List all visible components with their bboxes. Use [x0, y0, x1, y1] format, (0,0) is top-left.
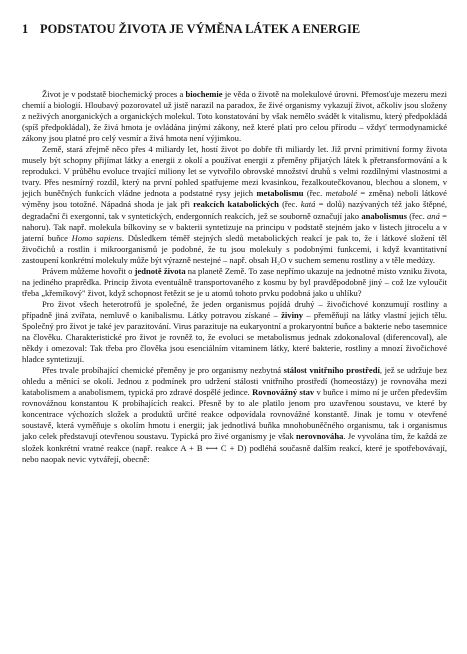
bold-term: jednotě života [134, 265, 186, 276]
text-run: – přeměňují na látky vlastní jejich tělu. Společný pro život je také jev parazitování. Virus parazituje na eukaryontní a prokaryontní buňce a bakterie nebo tasemnice na člověku. Charakteristické pro život je rovněž to, že evoluci se metabolismus jednak zdokonaloval (diferencoval), ale někdy i omezoval: Tak třeba pro člověka jsou esenciálním vitaminem látky, které bakterie, rostliny a mnozí živočichové hladce syntetizují. [22, 309, 448, 365]
paragraph [22, 266, 447, 299]
paragraph [22, 365, 447, 464]
text-run: v buňce i mimo ní je určen především rovnovážnou konstantou K probíhajících reakcí. Přesně by to ale platilo jenom pro uzavřenou soustavu, ve které by koncentrace výchozích složek a produktů určité reakce odpovídala rovnovážné konstantě. Jinak je tomu v otevřené soustavě, která vyměňuje s okolím hmotu i energii; jak jednotlivá buňka mnohobuněčného organismu, tak i organismus jako celek představují otevřenou soustavu. Typická pro živé organismy je však [22, 387, 447, 442]
text-run: na planetě Země. To zase nepřímo ukazuje na jednotné místo vzniku života, na jediného praprědka. Princip života eventuálně transportovaného z kosmu by byl pravděpodobně jiný – což lze vyloučit třeba „křemíkový" život, když schopnost řetězit se je u atomů tohoto prvku podobná jako u uhlíku? [22, 265, 448, 298]
paragraph [22, 89, 447, 144]
text-run: Život je v podstatě biochemický proces a [42, 89, 186, 99]
chapter-title: PODSTATOU ŽIVOTA JE VÝMĚNA LÁTEK A ENERGIE [40, 22, 361, 36]
bold-term: nerovnováha [296, 431, 344, 442]
bold-term: živiny [281, 309, 303, 320]
italic-term: katá [300, 199, 316, 210]
text-run: (řec. [303, 188, 326, 199]
italic-term: aná [427, 210, 440, 221]
paragraph [22, 144, 447, 266]
text-run: (řec. [278, 199, 301, 210]
text-run: . Důsledkem téměř stejných sledů metabolických reakcí je pak to, že i látkové složení těl živočichů a rostlin i mikroorganismů je podobné, že tu jsou molekuly s podobnými funkcemi, i když kvantitativní zastoupení konkrétní molekuly může být výrazně nestejné – např. obsah H₂O v suchem semenu rostliny a v těle medúzy. [22, 232, 448, 265]
text-run: . Je vyvolána tím, že každá ze složek konkrétní vratné reakce (např. reakce A + B ⟷ C + D) podléhá současně dalším reakcí, které je spotřebovávají, nebo naopak nevic vytvářejí, obecně: [22, 431, 447, 464]
text-run: (řec. [406, 210, 428, 221]
bold-term: stálost vnitřního prostředí [283, 365, 380, 376]
body-text [22, 89, 447, 465]
bold-term: Rovnovážný stav [252, 387, 315, 398]
text-run: = nahoru). Tak např. molekula bílkoviny se v bakterii syntetizuje na principu v podstatě stejném jako v listech jitrocelu a v jaterní buňce [22, 210, 447, 243]
text-run: , jež se udržuje bez ohledu a měnící se okolí. Jednou z podmínek pro udržení stálosti vnitřního prostředí (homeostázy) je rovnováha mezi katabolismem a anabolismem, typická pro zdravé dospělé jedince. [22, 365, 447, 398]
paragraph [22, 299, 447, 365]
bold-term: biochemie [185, 89, 223, 99]
text-run: Země, stará zřejmě něco přes 4 miliardy let, hostí život po dobře tři miliardy let. Již první primitivní formy života musely být schopny přijímat látky a energii z okolí a používat energii z přeměny přijatých látek k přetransformování a k reprodukci. V průběhu evoluce trvající miliony let se vytvořilo obrovské množství druhů s velmi rozdílnými vlastnostmi a tvary. Přes nesmírný rozdíl, který na první pohled spatřujeme mezi kvasinkou, řezalkoutečkovanou, blechou a slonem, v jejich buněčných funkcích vládne jednota a podstatné rysy jejich [22, 144, 447, 199]
text-run: = dolů) nazývaných též jako štěpné, degradační či exergonní, tak v syntetických, endergonních reakcích, jež se souborně označují jako [22, 199, 447, 221]
text-run: Pro život všech heterotrofů je společné, že jeden organismus pojídá druhý – živočichové konzumují rostliny a případně jiná zvířata, nemluvě o kanibalismu. Látky potravou získané – [22, 298, 447, 320]
text-run: Právem můžeme hovořit o [42, 265, 135, 276]
bold-term: reakcích katabolických [193, 199, 279, 210]
text-run: je věda o životě na molekulové úrovni. Přemosťuje mezeru mezi chemií a biologií. Hloubavý pozorovatel už jistě narazil na paradox, že živé organismy vykazují život, ačkoliv jsou složeny z neživých anorganických a organických molekul. Toto konstatování by však nemělo svádět k vitalismu, který předpokládá (spíš předpokládal), že živá hmota je ovládána jinými zákony, než které platí pro celou přírodu – vždyť termodynamické zákony jsou platné pro celý vesmír a živá hmota není výjimkou. [22, 89, 447, 144]
chapter-number: 1 [22, 22, 29, 36]
bold-term: anabolismus [361, 210, 407, 221]
text-run: Přes trvale probíhající chemické přeměny je pro organismy nezbytná [42, 365, 284, 376]
italic-term: Homo sapiens [71, 232, 122, 243]
chapter-heading [22, 22, 447, 37]
text-run: = změna) neboli látkové výměny jsou totožné. Nápadná shoda je jak při [22, 188, 447, 210]
bold-term: metabolismu [256, 188, 304, 199]
italic-term: metabolé [325, 188, 357, 199]
